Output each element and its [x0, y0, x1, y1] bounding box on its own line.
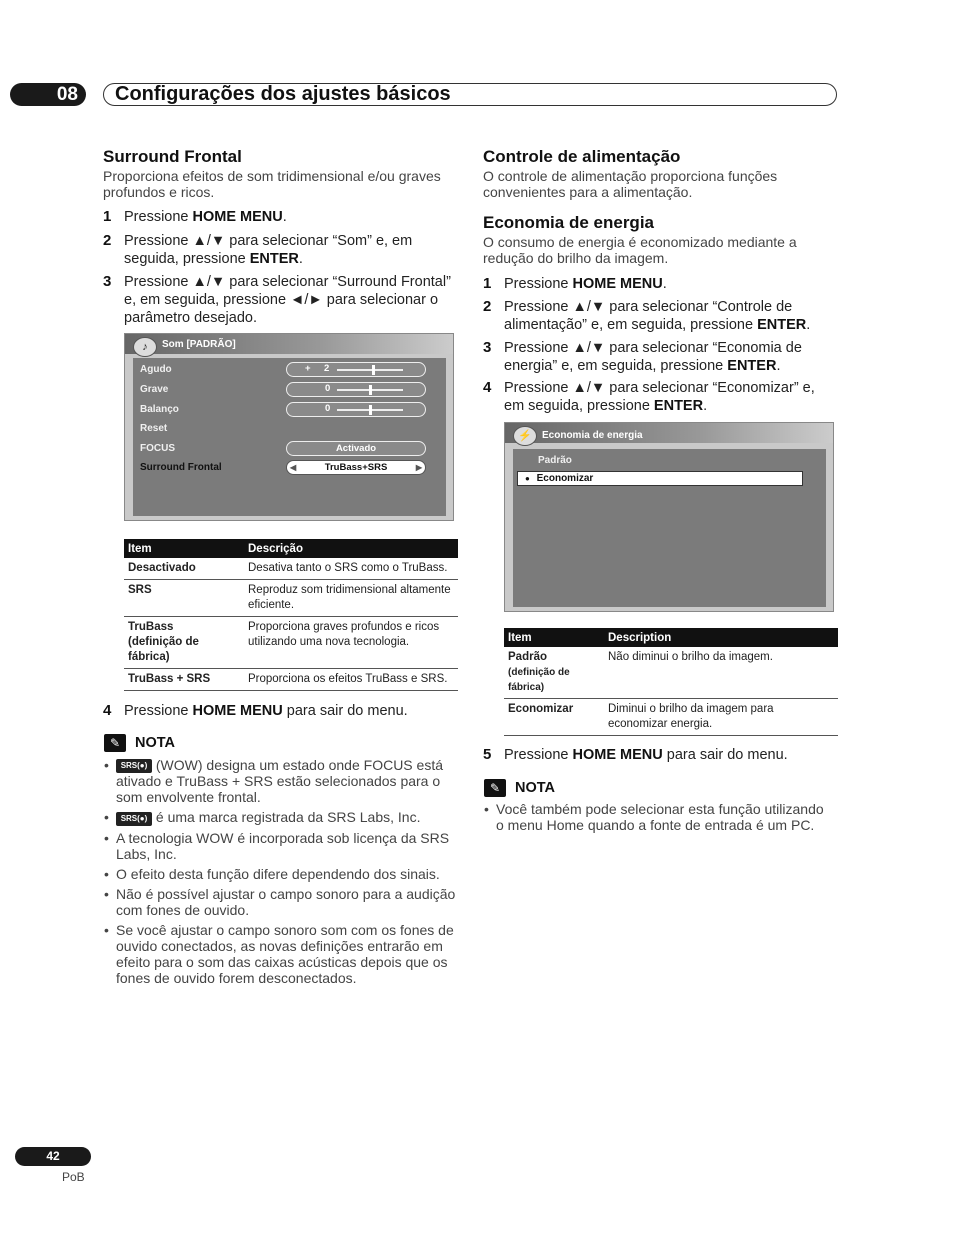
sound-menu-screenshot — [124, 333, 454, 521]
table-header-desc: Descrição — [244, 539, 458, 558]
list-item: • SRS(●) é uma marca registrada da SRS Labs, Inc. — [104, 809, 421, 826]
section-intro-economy: O consumo de energia é economizado mediante a redução do brilho da imagem. — [483, 234, 797, 266]
surround-options-table — [124, 539, 458, 691]
section-title-surround: Surround Frontal — [103, 147, 242, 166]
table-row: Economizar Diminui o brilho da imagem para economizar energia. — [504, 699, 838, 736]
note-label: NOTA — [515, 780, 556, 796]
grave-slider-thumb — [369, 385, 372, 395]
surround-frontal-selector[interactable]: ◀ TruBass+SRS ▶ — [286, 460, 426, 475]
srs-wow-logo: SRS(●) — [116, 812, 152, 826]
right-step-1: 1 Pressione HOME MENU. — [483, 275, 667, 292]
menu-item-reset[interactable]: Reset — [140, 423, 168, 434]
menu-option-padrao[interactable]: Padrão — [538, 455, 572, 466]
grave-slider[interactable]: 0 — [286, 382, 426, 397]
left-step-3: 3 Pressione ▲/▼ para selecionar “Surround Frontal” e, em seguida, pressione ◄/► para selecionar o parâmetro desejado. — [103, 273, 451, 326]
list-item: • Se você ajustar o campo sonoro som com os fones de ouvido conectados, as novas definições entrarão em efeito para o som das caixas acústicas depois que os fones de ouvido forem desconectados. — [104, 921, 454, 986]
list-item: • Não é possível ajustar o campo sonoro para a audição com fones de ouvido. — [104, 885, 456, 918]
agudo-slider[interactable]: + 2 — [286, 362, 426, 377]
right-step-5: 5 Pressione HOME MENU para sair do menu. — [483, 746, 788, 763]
chapter-title: Configurações dos ajustes básicos — [115, 83, 451, 105]
left-step-2: 2 Pressione ▲/▼ para selecionar “Som” e, em seguida, pressione ENTER. — [103, 232, 413, 267]
section-subtitle-economy: Economia de energia — [483, 213, 654, 232]
energy-menu-screenshot — [504, 422, 834, 612]
menu-item-balanco[interactable]: Balanço — [140, 404, 179, 415]
table-header-desc: Description — [604, 628, 838, 647]
page-number: 42 — [15, 1147, 91, 1166]
energy-menu-title: Economia de energia — [542, 430, 643, 441]
list-item: • SRS(●) (WOW) designa um estado onde FOCUS está ativado e TruBass + SRS estão selecionados para o som envolvente frontal. — [104, 757, 443, 806]
left-step-4: 4 Pressione HOME MENU para sair do menu. — [103, 702, 408, 719]
table-header-item: Item — [124, 539, 244, 558]
section-intro-surround: Proporciona efeitos de som tridimensional e/ou graves profundos e ricos. — [103, 168, 441, 200]
right-step-4: 4 Pressione ▲/▼ para selecionar “Economizar” e, em seguida, pressione ENTER. — [483, 379, 815, 414]
right-step-2: 2 Pressione ▲/▼ para selecionar “Controle de alimentação” e, em seguida, pressione ENTER. — [483, 298, 811, 333]
agudo-slider-thumb — [372, 365, 375, 375]
balanco-slider[interactable]: 0 — [286, 402, 426, 417]
balanco-slider-thumb — [369, 405, 372, 415]
language-code: PoB — [62, 1170, 85, 1184]
right-step-3: 3 Pressione ▲/▼ para selecionar “Economia de energia” e, em seguida, pressione ENTER. — [483, 339, 802, 374]
focus-value[interactable]: Activado — [286, 441, 426, 456]
table-row: SRS Reproduz som tridimensional altamente eficiente. — [124, 580, 458, 617]
section-intro-power: O controle de alimentação proporciona funções convenientes para a alimentação. — [483, 168, 778, 200]
note-pencil-icon: ✎ — [484, 779, 506, 797]
right-notes-list — [484, 801, 834, 833]
menu-item-grave[interactable]: Grave — [140, 384, 169, 395]
table-row: Padrão (definição de fábrica) Não diminui o brilho da imagem. — [504, 647, 838, 699]
arrow-left-icon[interactable]: ◀ — [290, 463, 297, 472]
left-step-1: 1 Pressione HOME MENU. — [103, 208, 287, 225]
table-header-item: Item — [504, 628, 604, 647]
table-row: Desactivado Desativa tanto o SRS como o TruBass. — [124, 558, 458, 580]
menu-item-agudo[interactable]: Agudo — [140, 364, 172, 375]
arrow-right-icon[interactable]: ▶ — [415, 463, 422, 472]
selected-bullet-icon: ● — [525, 474, 530, 483]
left-notes-list — [104, 757, 456, 990]
menu-option-economizar[interactable]: ● Economizar — [517, 471, 803, 486]
list-item: • A tecnologia WOW é incorporada sob licença da SRS Labs, Inc. — [104, 829, 450, 862]
menu-item-focus[interactable]: FOCUS — [140, 443, 175, 454]
table-row: TruBass (definição de fábrica) Proporciona graves profundos e ricos utilizando uma nova tecnologia. — [124, 617, 458, 669]
section-title-power: Controle de alimentação — [483, 147, 681, 166]
power-plug-icon: ⚡ — [513, 426, 537, 446]
note-label: NOTA — [135, 735, 176, 751]
note-pencil-icon: ✎ — [104, 734, 126, 752]
energy-options-table — [504, 628, 838, 736]
menu-item-surround-frontal[interactable]: Surround Frontal — [140, 462, 222, 473]
list-item: • Você também pode selecionar esta função utilizando o menu Home quando a fonte de entrada é um PC. — [484, 801, 824, 833]
speaker-icon: ♪ — [133, 337, 157, 357]
sound-menu-title: Som [PADRÃO] — [162, 339, 236, 350]
chapter-number-badge: 08 — [10, 83, 86, 106]
srs-wow-logo: SRS(●) — [116, 759, 152, 773]
list-item: • O efeito desta função difere dependendo dos sinais. — [104, 865, 440, 882]
table-row: TruBass + SRS Proporciona os efeitos TruBass e SRS. — [124, 669, 458, 691]
